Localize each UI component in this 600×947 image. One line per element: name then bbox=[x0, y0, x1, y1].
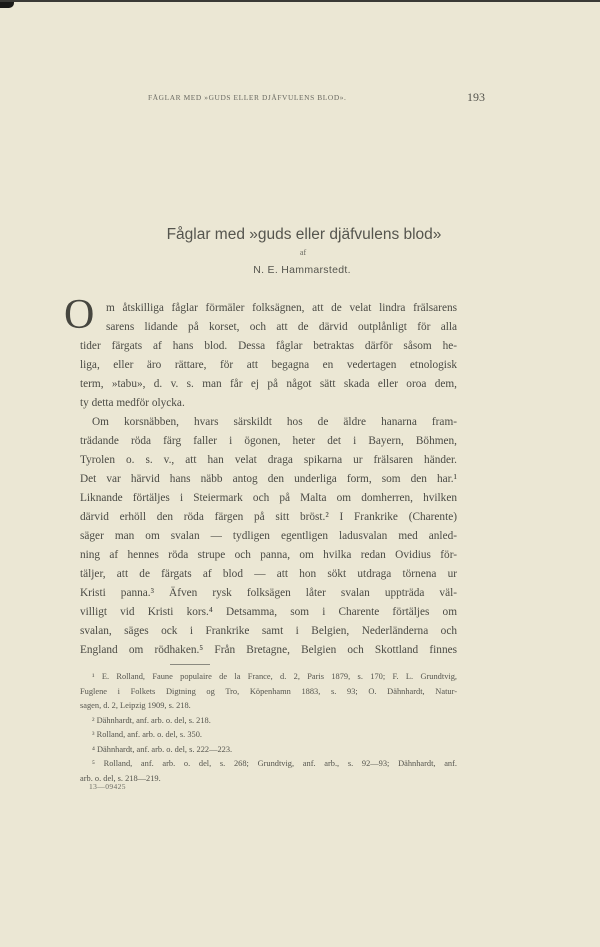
text-line: Tyrolen o. s. v., att han velat draga spikarna ur frälsaren händer. bbox=[80, 454, 457, 466]
text-line: täljer, att de färgats af blod — att hon sökt utdraga törnena ur bbox=[80, 568, 457, 580]
footnote-line: ¹ E. Rolland, Faune populaire de la France, d. 2, Paris 1879, s. 170; F. L. Grundtvig, bbox=[92, 672, 457, 681]
byline-af: af bbox=[299, 248, 307, 257]
text-line: liga, eller äro rättare, för att begagna en vedertagen etnologisk bbox=[80, 359, 457, 371]
footnote-line: ² Dähnhardt, anf. arb. o. del, s. 218. bbox=[92, 715, 211, 725]
article-title: Fåglar med »guds eller djäfvulens blod» bbox=[166, 226, 442, 243]
text-line: sarens lidande på korset, och att de därvid outplånligt för alla bbox=[106, 321, 457, 333]
paragraph bbox=[80, 413, 457, 660]
text-line: därvid erhöll den röda färgen på sitt bröst.² I Frankrike (Charente) bbox=[80, 511, 457, 523]
text-line: Kristi panna.³ Äfven rysk folksägen låter svalan uppträda väl- bbox=[80, 587, 457, 599]
text-line: ning af hennes röda strupe och panna, om hvilka redan Ovidius för- bbox=[80, 549, 457, 561]
text-line: ty detta medför olycka. bbox=[80, 397, 185, 409]
text-line: Liknande förtäljes i Steiermark och på Malta om domherren, hvilken bbox=[80, 492, 457, 504]
footnote-line: Fuglene i Folkets Digtning og Tro, Köpenhamn 1883, s. 93; O. Dähnhardt, Natur- bbox=[80, 686, 457, 696]
footnote bbox=[80, 743, 457, 758]
footnote bbox=[80, 757, 457, 786]
text-line: term, »tabu», d. v. s. man får ej på något sätt skada eller oroa dem, bbox=[80, 378, 457, 390]
body-text bbox=[80, 299, 457, 660]
drop-cap: O bbox=[64, 292, 95, 338]
author-name: N. E. Hammarstedt. bbox=[253, 264, 351, 276]
footnotes bbox=[80, 670, 457, 786]
footnote bbox=[80, 714, 457, 729]
text-line: Om korsnäbben, hvars särskildt hos de äldre hanarna fram- bbox=[92, 416, 457, 428]
footnote-line: sagen, d. 2, Leipzig 1909, s. 218. bbox=[80, 701, 191, 710]
text-line: villigt vid Kristi kors.⁴ Detsamma, som i Charente förtäljes om bbox=[80, 606, 457, 618]
running-head: FÅGLAR MED »GUDS ELLER DJÄFVULENS BLOD». bbox=[148, 93, 347, 102]
text-line: trädande röda färg faller i ögonen, heter det i Bayern, Böhmen, bbox=[80, 435, 457, 447]
footnote-line: arb. o. del, s. 218—219. bbox=[80, 773, 161, 783]
footnote-divider bbox=[170, 664, 210, 665]
footnote-line: ⁵ Rolland, anf. arb. o. del, s. 268; Grundtvig, anf. arb., s. 92—93; Dähnhardt, anf. bbox=[92, 759, 457, 768]
text-line: m åtskilliga fåglar förmäler folksägnen, att de velat lindra frälsarens bbox=[106, 302, 457, 314]
printer-signature: 13—09425 bbox=[89, 782, 126, 791]
paragraph bbox=[80, 299, 457, 413]
text-line: tider färgats af hans blod. Dessa fåglar betraktas därför såsom he- bbox=[80, 340, 457, 352]
text-line: Det var härvid hans näbb antog den underliga form, som den har.¹ bbox=[80, 473, 457, 485]
page-number: 193 bbox=[467, 90, 485, 104]
footnote-line: ³ Rolland, anf. arb. o. del, s. 350. bbox=[92, 730, 202, 739]
footnote bbox=[80, 670, 457, 714]
text-line: säger man om svalan — tydligen egentligen ladusvalan med anled- bbox=[80, 530, 457, 542]
text-line: England om rödhaken.⁵ Från Bretagne, Belgien och Skottland finnes bbox=[80, 644, 457, 656]
text-line: svalan, säges ock i Frankrike samt i Belgien, Nederländerna och bbox=[80, 625, 457, 637]
scan-corner-mark bbox=[0, 2, 14, 8]
footnote-line: ⁴ Dähnhardt, anf. arb. o. del, s. 222—223. bbox=[92, 744, 233, 754]
footnote bbox=[80, 728, 457, 743]
